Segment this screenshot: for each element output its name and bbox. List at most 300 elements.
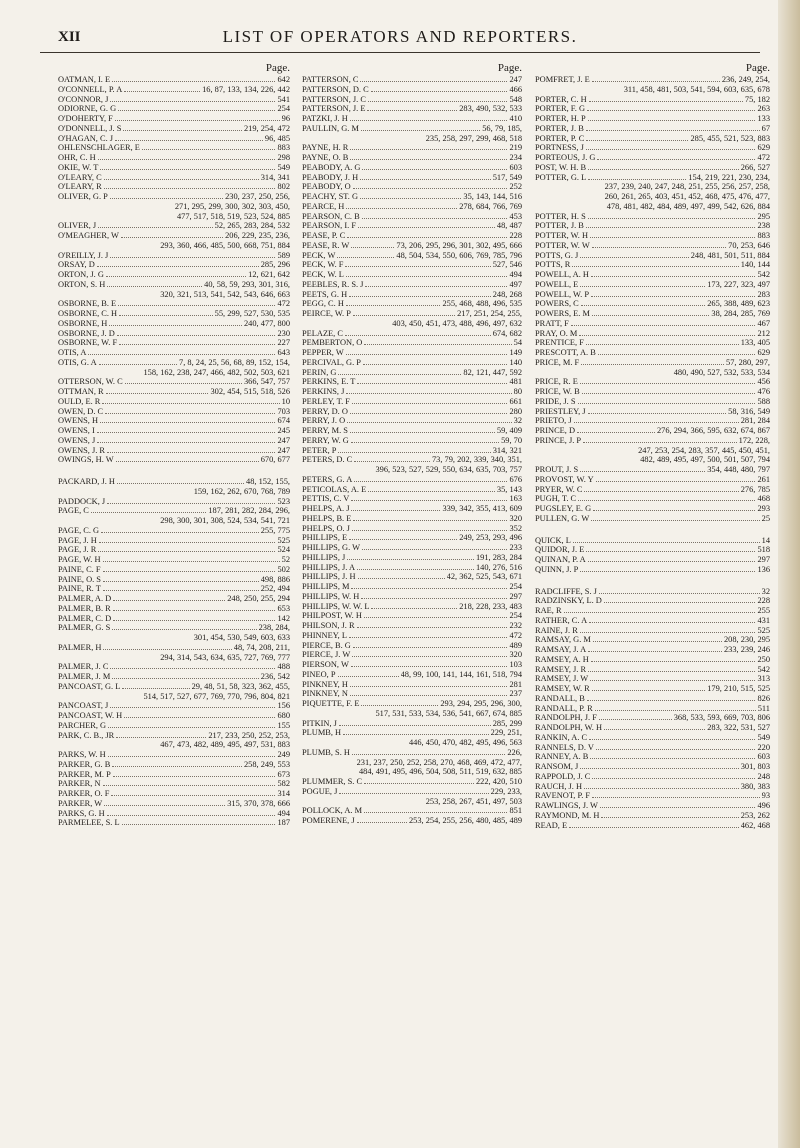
dot-leader <box>352 530 508 531</box>
dot-leader <box>598 354 756 355</box>
entry-name: PETER, P <box>302 445 337 455</box>
entry-name: POLLOCK, A. M <box>302 806 363 816</box>
entry-pages: 217, 251, 254, 255, <box>457 309 522 318</box>
entry-name: RANKIN, A. C <box>535 732 588 742</box>
entry-pages: 38, 284, 285, 769 <box>711 309 770 318</box>
index-entry <box>535 290 770 300</box>
dot-leader <box>580 286 705 287</box>
page-number: XII <box>58 29 81 45</box>
index-entry <box>58 799 290 809</box>
entry-name: PAINE, O. S <box>58 574 101 584</box>
entry-name: PORTER, J. B <box>535 123 584 133</box>
dot-leader <box>350 149 507 150</box>
index-entry <box>58 818 290 828</box>
entry-pages: 523 <box>277 496 290 506</box>
entry-pages: 179, 210, 515, 525 <box>707 684 770 693</box>
entry-pages: 249 <box>277 750 290 759</box>
entry-pages: 549 <box>277 162 290 172</box>
entry-name: OWENS, J. R <box>58 445 105 455</box>
dot-leader <box>106 393 209 394</box>
entry-name: OTIS, A <box>58 348 87 357</box>
entry-name: PACKARD, J. H <box>58 477 115 486</box>
index-entry <box>302 85 522 95</box>
dot-leader <box>113 610 276 611</box>
entry-list <box>58 75 290 828</box>
entry-pages: 212 <box>757 328 770 338</box>
index-entry <box>58 95 290 105</box>
entry-name: OWENS, I <box>58 426 95 435</box>
index-entry <box>302 660 522 670</box>
entry-pages: 245 <box>277 426 290 435</box>
running-header <box>40 28 760 53</box>
dot-leader <box>350 686 508 687</box>
entry-pages: 16, 87, 133, 134, 226, 442 <box>202 84 290 94</box>
entry-name: PETTIS, C. V <box>302 494 350 504</box>
dot-leader <box>581 364 724 365</box>
entry-name: PINEO, P <box>302 669 336 679</box>
entry-pages: 281 <box>509 679 522 689</box>
index-entry <box>535 377 770 387</box>
entry-pages: 96 <box>281 114 290 123</box>
entry-pages: 59, 70 <box>501 435 522 445</box>
entry-name: PERLEY, T. F <box>302 396 350 406</box>
entry-name: PARCHER, G <box>58 720 107 730</box>
entry-pages: 281, 284 <box>740 416 770 426</box>
index-entry <box>58 545 290 555</box>
index-entry <box>535 821 770 831</box>
dot-leader <box>97 266 259 267</box>
index-entry <box>535 251 770 261</box>
entry-name: PRINCE, J. P <box>535 435 582 445</box>
dot-leader <box>592 81 720 82</box>
entry-name: PATTERSON, J. E <box>302 104 366 114</box>
index-entry <box>302 533 522 543</box>
dot-leader <box>110 101 275 102</box>
index-entry <box>535 485 770 495</box>
entry-pages: 661 <box>509 396 522 406</box>
index-entry <box>302 104 522 114</box>
index-entry <box>302 631 522 641</box>
dot-leader <box>596 481 756 482</box>
entry-name: PARKER, O. F <box>58 789 110 798</box>
entry-pages: 298 <box>277 153 290 162</box>
entry-pages: 220 <box>757 742 770 752</box>
entry-pages-continued: 231, 237, 250, 252, 258, 270, 468, 469, 472, 477, <box>356 757 522 767</box>
entry-pages-continued: 517, 531, 533, 534, 536, 541, 667, 674, 885 <box>375 708 522 718</box>
dot-leader <box>98 551 275 552</box>
entry-name: PAGE, W. H <box>58 555 101 564</box>
entry-pages: 674 <box>277 416 290 426</box>
dot-leader <box>119 315 213 316</box>
dot-leader <box>104 179 259 180</box>
entry-name: PINKNEY, N <box>302 689 348 699</box>
entry-name: PROUT, J. S <box>535 465 579 474</box>
entry-pages: 80 <box>513 387 522 396</box>
entry-pages-continued: 271, 295, 299, 300, 302, 303, 450, <box>174 201 290 211</box>
entry-pages: 133 <box>757 114 770 123</box>
entry-name: QUINAN, P. A <box>535 555 586 564</box>
dot-leader <box>596 749 755 750</box>
dot-leader <box>103 785 276 786</box>
dot-leader <box>588 651 722 652</box>
entry-name: OTTERSON, W. C <box>58 377 123 387</box>
index-entry <box>302 816 522 826</box>
dot-leader <box>589 622 755 623</box>
entry-name: PERRY, J. O <box>302 416 346 426</box>
entry-name: POMERENE, J <box>302 816 355 825</box>
entry-name: PERKINS, E. T <box>302 377 356 387</box>
entry-name: PARKER, N <box>58 779 101 789</box>
entry-pages-continued: 467, 473, 482, 489, 495, 497, 531, 883 <box>160 740 290 750</box>
index-entry <box>535 616 770 626</box>
entry-pages: 227 <box>277 338 290 348</box>
entry-name: PAYNE, O. B <box>302 153 349 162</box>
entry-pages: 230 <box>277 328 290 338</box>
index-entry <box>302 163 522 173</box>
entry-pages: 35, 143 <box>496 484 522 494</box>
dot-leader <box>349 539 457 540</box>
entry-pages: 302, 454, 515, 518, 526 <box>210 387 290 396</box>
index-entry <box>58 584 290 594</box>
entry-pages: 280 <box>509 406 522 416</box>
index-entry <box>302 670 522 680</box>
entry-name: POWERS, E. M <box>535 309 590 318</box>
entry-name: PEARSON, I. F <box>302 221 356 231</box>
entry-name: PROVOST, W. Y <box>535 474 594 484</box>
index-entry <box>302 153 522 163</box>
entry-pages: 67 <box>761 123 770 133</box>
entry-name: RANDOLPH, W. H <box>535 723 603 732</box>
index-entry <box>58 270 290 280</box>
entry-pages: 240, 477, 800 <box>243 318 290 328</box>
dot-leader <box>98 227 212 228</box>
entry-pages: 42, 362, 525, 543, 671 <box>446 572 522 582</box>
index-entry <box>302 602 522 612</box>
entry-pages: 527, 546 <box>492 260 522 270</box>
entry-name: PAINE, R. T <box>58 584 101 594</box>
index-entry <box>535 811 770 821</box>
index-entry <box>302 563 522 573</box>
dot-leader <box>116 461 259 462</box>
entry-name: PEARCE, H <box>302 201 345 211</box>
entry-name: PEABODY, J. H <box>302 172 359 182</box>
dot-leader <box>88 354 275 355</box>
dot-leader <box>588 169 739 170</box>
entry-pages: 208, 230, 295 <box>723 635 770 645</box>
index-entry <box>302 689 522 699</box>
index-entry <box>58 260 290 270</box>
index-entry <box>535 212 770 222</box>
index-entry <box>302 416 522 426</box>
entry-name: RANDOLPH, J. F <box>535 713 597 723</box>
index-entry <box>535 231 770 241</box>
entry-name: PLUMB, S. H <box>302 747 350 757</box>
entry-pages: 883 <box>757 231 770 240</box>
dot-leader <box>112 81 275 82</box>
entry-pages-continued: 311, 458, 481, 503, 541, 594, 603, 635, 678 <box>623 84 770 94</box>
entry-pages: 315, 370, 378, 666 <box>227 798 290 808</box>
index-entry <box>58 358 290 378</box>
dot-leader <box>580 257 688 258</box>
dot-leader <box>569 827 739 828</box>
entry-name: PLUMB, H <box>302 728 342 738</box>
entry-pages: 589 <box>277 250 290 260</box>
entry-name: QUINN, J. P <box>535 564 579 574</box>
dot-leader <box>352 656 507 657</box>
dot-leader <box>586 140 688 141</box>
entry-name: PRENTICE, F <box>535 338 584 348</box>
entry-pages: 883 <box>277 143 290 153</box>
index-entry <box>535 299 770 309</box>
dot-leader <box>350 413 508 414</box>
index-entry <box>302 504 522 514</box>
index-entry <box>58 426 290 436</box>
entry-pages: 228 <box>757 596 770 606</box>
index-entry <box>535 416 770 426</box>
entry-name: RAMSEY, W. R <box>535 684 590 693</box>
dot-leader <box>112 678 258 679</box>
index-entry <box>58 348 290 358</box>
entry-name: PARKS, W. H <box>58 750 106 759</box>
entry-pages: 674, 682 <box>492 328 522 338</box>
index-entry <box>58 153 290 163</box>
entry-pages: 366, 547, 757 <box>243 377 290 387</box>
entry-name: RAWLINGS, J. W <box>535 801 598 810</box>
entry-name: PARK, C. B., JR <box>58 730 115 740</box>
index-entry <box>58 536 290 546</box>
entry-name: PANCOAST, G. L <box>58 681 121 691</box>
dot-leader <box>583 442 737 443</box>
entry-name: RAMSAY, G. M <box>535 635 591 645</box>
entry-name: POWELL, A. H <box>535 270 589 279</box>
index-entry <box>302 241 522 251</box>
entry-pages: 643 <box>277 348 290 357</box>
index-entry <box>58 455 290 465</box>
entry-name: PORTEOUS, J. G <box>535 153 596 162</box>
entry-name: OATMAN, I. E <box>58 75 111 84</box>
index-entry <box>58 397 290 407</box>
entry-name: POGUE, J <box>302 786 338 796</box>
entry-pages: 187, 281, 282, 284, 296, <box>208 506 290 516</box>
index-entry <box>535 280 770 290</box>
index-entry <box>302 280 522 290</box>
index-entry <box>302 777 522 787</box>
index-entry <box>302 641 522 651</box>
index-entry <box>535 626 770 636</box>
dot-leader <box>591 276 755 277</box>
index-entry <box>535 124 770 134</box>
entry-pages-continued: 301, 454, 530, 549, 603, 633 <box>193 633 290 642</box>
index-entry <box>535 801 770 811</box>
index-entry <box>535 684 770 694</box>
index-column-2 <box>302 62 522 826</box>
entry-pages: 542 <box>757 270 770 279</box>
entry-name: RANDALL, B <box>535 693 585 703</box>
dot-leader <box>113 776 276 777</box>
entry-name: PHELPS, O. J <box>302 523 350 533</box>
dot-leader <box>360 198 461 199</box>
entry-pages: 295 <box>757 211 770 221</box>
entry-pages: 140, 276, 516 <box>475 562 522 572</box>
entry-name: O'HAGAN, C. J <box>58 133 114 143</box>
entry-name: PINKNEY, H <box>302 679 348 689</box>
entry-pages: 496 <box>757 801 770 810</box>
index-entry <box>535 114 770 124</box>
index-entry <box>535 153 770 163</box>
index-entry <box>302 377 522 387</box>
dot-leader <box>584 491 738 492</box>
entry-name: PAGE, J. H <box>58 535 97 545</box>
entry-pages: 293 <box>757 504 770 513</box>
entry-pages: 456 <box>757 377 770 387</box>
entry-name: PARKER, G. B <box>58 759 111 769</box>
entry-pages-continued: 237, 239, 240, 247, 248, 251, 255, 256, 257, 258, <box>604 182 770 192</box>
entry-pages: 59, 409 <box>496 426 522 435</box>
index-entry <box>302 524 522 534</box>
entry-name: PEMBERTON, O <box>302 338 363 348</box>
dot-leader <box>351 666 508 667</box>
dot-leader <box>592 690 705 691</box>
index-entry <box>535 494 770 504</box>
entry-name: PHINNEY, L <box>302 630 347 640</box>
index-entry <box>535 514 770 524</box>
index-entry <box>58 789 290 799</box>
dot-leader <box>589 101 743 102</box>
dot-leader <box>364 812 507 813</box>
entry-name: OSBORNE, C. H <box>58 309 118 318</box>
index-entry <box>302 806 522 816</box>
index-entry <box>302 719 522 729</box>
entry-pages: 258, 249, 553 <box>243 759 290 769</box>
entry-pages: 14 <box>761 535 770 545</box>
entry-name: PIQUETTE, F. E <box>302 699 360 708</box>
entry-list <box>302 75 522 826</box>
entry-name: O'DOHERTY, F <box>58 114 113 123</box>
entry-pages: 285, 299 <box>492 718 522 728</box>
letter-gap <box>535 524 770 536</box>
index-entry <box>302 407 522 417</box>
entry-pages: 285, 296 <box>260 260 290 270</box>
index-entry <box>58 407 290 417</box>
dot-leader <box>371 91 508 92</box>
index-entry <box>302 387 522 397</box>
dot-leader <box>361 130 480 131</box>
entry-pages-continued: 478, 481, 482, 484, 489, 497, 499, 542, 626, 884 <box>606 201 770 211</box>
index-entry <box>58 575 290 585</box>
entry-name: RADZINSKY, L. D <box>535 596 602 606</box>
dot-leader <box>353 647 508 648</box>
dot-leader <box>112 629 256 630</box>
index-entry <box>535 260 770 270</box>
index-entry <box>535 143 770 153</box>
entry-pages: 252 <box>509 182 522 192</box>
dot-leader <box>337 257 394 258</box>
dot-leader <box>580 383 756 384</box>
index-entry <box>535 665 770 675</box>
entry-pages: 380, 383 <box>740 781 770 791</box>
index-entry <box>58 760 290 770</box>
entry-pages: 462, 468 <box>740 820 770 830</box>
dot-leader <box>368 491 495 492</box>
entry-pages: 588 <box>757 396 770 406</box>
entry-pages: 653 <box>277 603 290 613</box>
dot-leader <box>362 169 507 170</box>
entry-name: POST, W. H. B <box>535 162 587 172</box>
page-edge <box>778 0 800 1148</box>
entry-pages: 247 <box>277 445 290 455</box>
entry-name: PHILLIPS, J. A <box>302 562 356 572</box>
entry-pages: 472 <box>757 153 770 162</box>
dot-leader <box>338 676 399 677</box>
index-entry <box>58 416 290 426</box>
letter-gap <box>58 465 290 477</box>
entry-name: PETERS, D. C <box>302 455 353 465</box>
entry-name: PRICE, R. E <box>535 377 578 387</box>
entry-pages: 293, 294, 295, 296, 300, <box>440 699 522 708</box>
dot-leader <box>584 788 739 789</box>
dot-leader <box>353 520 507 521</box>
entry-name: PHILLIPS, M <box>302 582 350 591</box>
entry-pages: 247 <box>509 75 522 84</box>
entry-pages: 10 <box>281 396 290 406</box>
index-entry <box>302 621 522 631</box>
entry-pages: 136 <box>757 564 770 574</box>
index-entry <box>58 231 290 251</box>
entry-pages-continued: 403, 450, 451, 473, 488, 496, 497, 632 <box>392 318 522 328</box>
index-entry <box>58 436 290 446</box>
index-entry <box>58 682 290 702</box>
index-entry <box>302 650 522 660</box>
entry-pages: 156 <box>277 701 290 711</box>
entry-pages: 826 <box>757 693 770 703</box>
entry-name: PHELPS, B. E <box>302 513 352 523</box>
index-entry <box>535 348 770 358</box>
entry-name: PERCIVAL, G. P <box>302 357 361 367</box>
dot-leader <box>350 159 507 160</box>
dot-leader <box>351 588 507 589</box>
index-entry <box>302 270 522 280</box>
entry-name: PHILLIPS, W. H <box>302 591 360 601</box>
entry-pages: 93 <box>761 791 770 801</box>
entry-pages: 476 <box>757 387 770 396</box>
entry-pages: 703 <box>277 406 290 416</box>
entry-name: READ, E <box>535 820 568 830</box>
dot-leader <box>91 512 206 513</box>
index-entry <box>58 192 290 221</box>
entry-name: PEETS, G. H <box>302 289 348 299</box>
page-column-label: Page. <box>497 62 522 74</box>
dot-leader <box>580 768 738 769</box>
dot-leader <box>573 542 760 543</box>
entry-name: OLIVER, G. P <box>58 192 108 201</box>
index-entry <box>535 743 770 753</box>
entry-name: PALMER, J. C <box>58 662 109 672</box>
index-entry <box>58 711 290 721</box>
index-entry <box>58 329 290 339</box>
entry-pages: 670, 677 <box>260 455 290 465</box>
entry-name: PRICE, W. B <box>535 387 580 396</box>
entry-name: PATTERSON, D. C <box>302 84 369 94</box>
index-entry <box>58 134 290 144</box>
index-entry <box>58 770 290 780</box>
index-entry <box>302 173 522 183</box>
entry-pages: 301, 803 <box>740 762 770 771</box>
entry-pages: 82, 121, 447, 592 <box>463 367 522 377</box>
dot-leader <box>587 700 756 701</box>
dot-leader <box>581 305 705 306</box>
entry-name: RAINE, J. R <box>535 625 578 635</box>
entry-name: PULLEN, G. W <box>535 513 590 523</box>
